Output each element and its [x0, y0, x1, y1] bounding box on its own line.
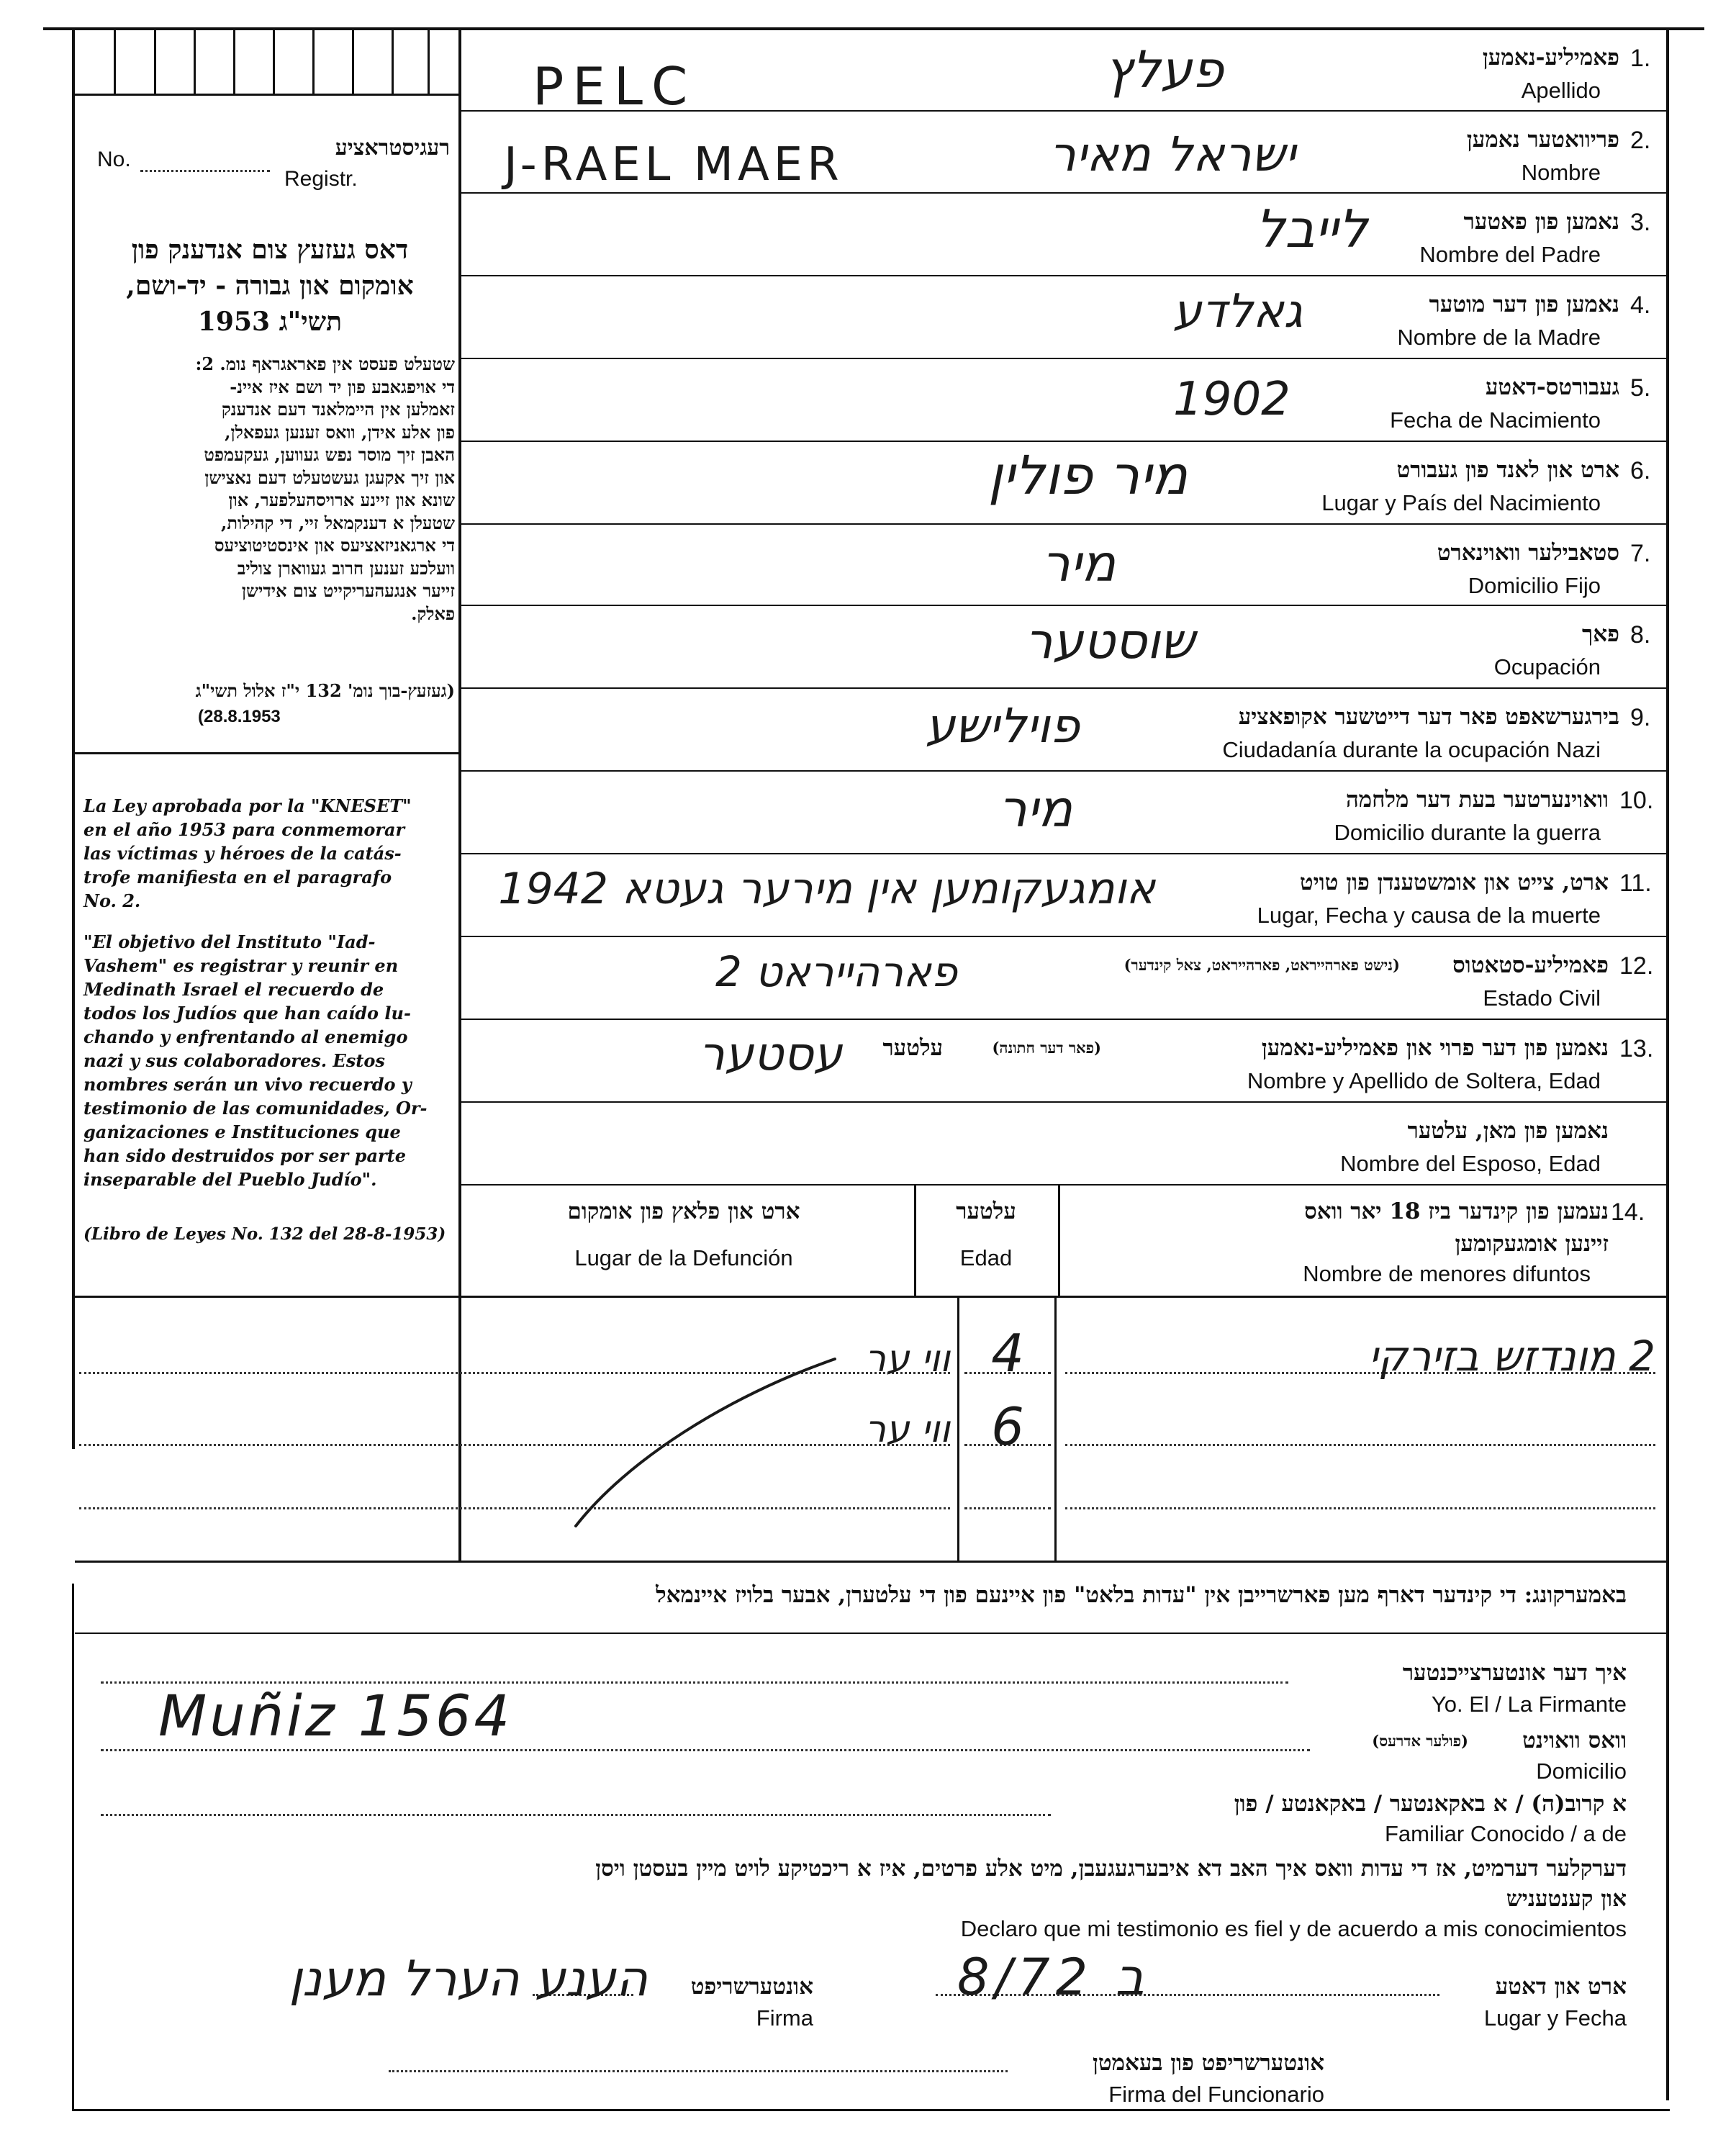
field-number: 4. — [1630, 292, 1651, 319]
place-date-label-es: Lugar y Fecha — [1483, 2005, 1627, 2031]
field-value-he: עסטער — [698, 1028, 842, 1081]
left-panel-right-border — [458, 27, 461, 1561]
remark: באמערקונג: די קינדער דארף מען פארשרייבן אין "עדות בלאט" פון איינעם פון די עלטערן, אבער בלויז איינמאל — [656, 1582, 1627, 1608]
field-value-he: פארהייראט 2 — [715, 947, 957, 996]
law-ref-es: (Libro de Leyes No. 132 del 28-8-1953) — [83, 1224, 446, 1244]
field-label-he: וואוינערטער בעת דער מלחמה — [1345, 787, 1609, 813]
law-title-he: דאס געזעץ צום אנדענק פון אומקום און גבורה - יד-ושם, תשי"ג 1953 — [126, 235, 414, 337]
place-date-value: 8/ב 72 — [957, 1948, 1150, 2007]
field-number: 8. — [1630, 621, 1651, 649]
field-label-es: Ciudadanía durante la ocupación Nazi — [1222, 737, 1601, 762]
children-label-he: נעמען פון קינדער ביז 18 יאר וואס — [1304, 1198, 1609, 1224]
field-number: 7. — [1630, 540, 1651, 567]
field-value-he: ישראל מאיר — [1049, 127, 1296, 182]
field-label-es: Nombre de la Madre — [1397, 325, 1601, 350]
field-number: 3. — [1630, 209, 1651, 236]
field-label-he: פריוואטער נאמען — [1466, 127, 1619, 153]
signature-value: הענע הערל מענן — [289, 1951, 648, 2008]
field-label-he: נאמען פון דער פרוי און פאמיליע-נאמען — [1261, 1035, 1609, 1061]
registration-label-he: רעגיסטראציע — [335, 135, 450, 161]
child-age: 4 — [991, 1323, 1024, 1383]
footer-left-border — [72, 1584, 74, 2109]
declaration-he-2: און קענטעניש — [1506, 1886, 1627, 1912]
undersigned-label-he: איך דער אונטערצייכנטער — [1402, 1660, 1627, 1686]
declaration-he: דערקלער דערמיט, אז די עדות וואס איך האב דא איבערגעגעבן, מיט אלע פרטים, איז א ריכטיקע לויט מיין בעסטן ויסן — [595, 1856, 1627, 1882]
field-value-he: פוילישע — [925, 698, 1080, 754]
left-border — [72, 27, 75, 1449]
field-label-he: נאמען פון דער מוטער — [1429, 292, 1619, 317]
field-number: 9. — [1630, 704, 1651, 731]
field-label-es: Ocupación — [1493, 654, 1601, 679]
place-date-label-he: ארט און דאטע — [1495, 1974, 1627, 2000]
address-note-he: (פולער אדרעס) — [1372, 1732, 1468, 1750]
child-place: ווי ער — [864, 1408, 950, 1451]
child-age: 6 — [991, 1396, 1024, 1457]
official-label-es: Firma del Funcionario — [1108, 2082, 1324, 2107]
field-value-he: גאלדע — [1172, 285, 1303, 338]
field-value-he: מיר — [998, 780, 1072, 839]
child-place: ווי ער — [864, 1337, 950, 1381]
field-number: 5. — [1630, 374, 1651, 402]
field-label-he: בירגערשאפט פאר דער דייטשער אקופאציע — [1238, 704, 1619, 730]
field-label-es: Nombre — [1521, 160, 1601, 185]
field-label-es: Nombre del Esposo, Edad — [1340, 1151, 1601, 1176]
field-label-es: Domicilio Fijo — [1468, 573, 1601, 598]
children-label-es: Nombre de menores difuntos — [1303, 1261, 1591, 1286]
law-text-he: שטעלט פעסט אין פאראגראף נומ. 2: די אויפגאבע פון יד ושם איז איינ- זאמלען אין היימלאנד דעם אנדענק פון אלע אידן, וואס זענען געפאלן, האבן זיך מוסר נפש געווען, געקעמפט און זיך אקעגן געשטעלט דעם נאצישן שונא און זיינע ארויסהעלפער, און שטעלן א דענקמאל זיי, די קהילות, די ארגאניזאציעס און אינסטיטוציעס וועלכע זענען חרוב געווארן צוליב זייער אנגעהעריקייט צום אידישן פאלק. — [195, 353, 455, 624]
relative-label-es: Familiar Conocido / a de — [1385, 1821, 1627, 1846]
field-label-he: ארט, צייט און אומשטענדן פון טויט — [1299, 870, 1609, 895]
left-panel-divider — [75, 752, 458, 754]
field-value-he: מיר פולין — [987, 445, 1188, 507]
field-label-note-he: (נישט פארהייראט, פארהייראט, צאל קינדער) — [1124, 956, 1400, 974]
law-text-es-2: "El objetivo del Instituto "Iad- Vashem" es registrar y reunir en Medinath Israel el recuerdo de todos los Judíos que han caído lu- chando y enfrentando al enemigo nazi y sus colaboradores. Estos nombres serán un vivo recuerdo y testimonio de las comunidades, Or- ganizaciones e Instituciones que han sido destruidos por ser parte inseparable del Pueblo Judío". — [83, 931, 428, 1190]
declaration-es: Declaro que mi testimonio es fiel y de acuerdo a mis conocimientos — [960, 1916, 1627, 1941]
children-label-he-2: זיינען אומגעקומען — [1455, 1231, 1609, 1257]
law-text-es-1: La Ley aprobada por la "KNESET" en el año 1953 para conmemorar las víctimas y héroes de la catás- trofe manifiesta en el paragrafo No. 2. — [83, 795, 412, 911]
child-names: 2 מונדזש בזירקי — [1368, 1332, 1655, 1381]
age-label-es: Edad — [959, 1245, 1013, 1270]
address-label-es: Domicilio — [1536, 1758, 1627, 1784]
field-label-note-he: (פאר דער חתונה) — [992, 1039, 1101, 1057]
field-label-he: נאמען פון מאן, עלטער — [1407, 1118, 1609, 1144]
field-value-he: פעלץ — [1104, 40, 1224, 99]
field-value-he: אומגעקומען אין מירער געטא 1942 — [498, 864, 1155, 914]
field-label-es: Fecha de Nacimiento — [1390, 407, 1601, 433]
field-label-he: פאמיליע-נאמען — [1482, 45, 1619, 71]
remark-divider — [75, 1633, 1666, 1634]
bottom-border — [72, 2109, 1670, 2111]
strike-through-mark — [561, 1353, 849, 1540]
field-number: 11. — [1619, 870, 1652, 897]
registration-no-field[interactable] — [140, 170, 270, 172]
address-label-he: וואס וואוינט — [1522, 1728, 1627, 1753]
signature-label-he: אונטערשריפט — [690, 1974, 813, 2000]
field-label-es: Domicilio durante la guerra — [1334, 820, 1601, 845]
field-number: 6. — [1630, 457, 1651, 484]
field-number: 13. — [1619, 1035, 1654, 1062]
field-label-he: פאמיליע-סטאטוס — [1452, 952, 1609, 978]
field-value-he: לייבל — [1255, 199, 1367, 259]
field-label-es: Nombre del Padre — [1419, 242, 1601, 267]
signature-label-es: Firma — [756, 2005, 813, 2031]
field-label-he: סטאבילער וואוינארט — [1437, 540, 1619, 566]
relative-label-he: א קרוב(ה) / א באקאנטער / באקאנטע / פון — [1234, 1791, 1627, 1817]
official-label-he: אונטערשריפט פון בעאמטן — [1093, 2050, 1324, 2076]
field-label-he: נאמען פון פאטער — [1463, 209, 1619, 235]
field-number: 2. — [1630, 127, 1651, 154]
address-value: Muñiz 1564 — [158, 1684, 513, 1749]
registration-label-es: Registr. — [284, 167, 358, 191]
field-label-he: געבורטס-דאטע — [1485, 374, 1619, 400]
law-ref-he: (געזעץ-בוך נומ' 132 י"ז אלול תשי"ג — [195, 680, 455, 701]
field-label-he: ארט און לאנד פון געבורט — [1396, 457, 1619, 483]
field-label-es: Lugar y País del Nacimiento — [1321, 490, 1601, 515]
field-label-es: Estado Civil — [1483, 985, 1601, 1011]
field-number: 12. — [1619, 952, 1654, 980]
field-label-es: Lugar, Fecha y causa de la muerte — [1257, 903, 1601, 928]
law-ref-date: (28.8.1953 — [198, 707, 281, 726]
field-label-es: Apellido — [1521, 78, 1601, 103]
field-value-latin: PELC — [533, 56, 697, 117]
field-number: 14. — [1611, 1198, 1645, 1226]
registration-no-label: No. — [97, 148, 131, 171]
field-label-he: פאך — [1582, 621, 1619, 647]
field-value-he: שוסטער — [1025, 613, 1195, 670]
field-value-latin: J-RAEL MAER — [504, 138, 844, 191]
right-border — [1666, 27, 1669, 2100]
field-label-suffix-he: עלטער — [882, 1035, 943, 1061]
undersigned-label-es: Yo. El / La Firmante — [1431, 1692, 1627, 1717]
age-label-he: עלטער — [956, 1198, 1016, 1224]
field-label-es: Nombre y Apellido de Soltera, Edad — [1247, 1068, 1601, 1093]
place-label-he: ארט און פלאץ פון אומקום — [567, 1198, 800, 1224]
field-value-latin: 1902 — [1173, 373, 1290, 426]
field-number: 1. — [1630, 45, 1651, 72]
place-label-es: Lugar de la Defunción — [574, 1245, 793, 1270]
field-value-he: מיר — [1041, 534, 1116, 593]
field-number: 10. — [1619, 787, 1654, 814]
registration-grid — [75, 29, 458, 96]
